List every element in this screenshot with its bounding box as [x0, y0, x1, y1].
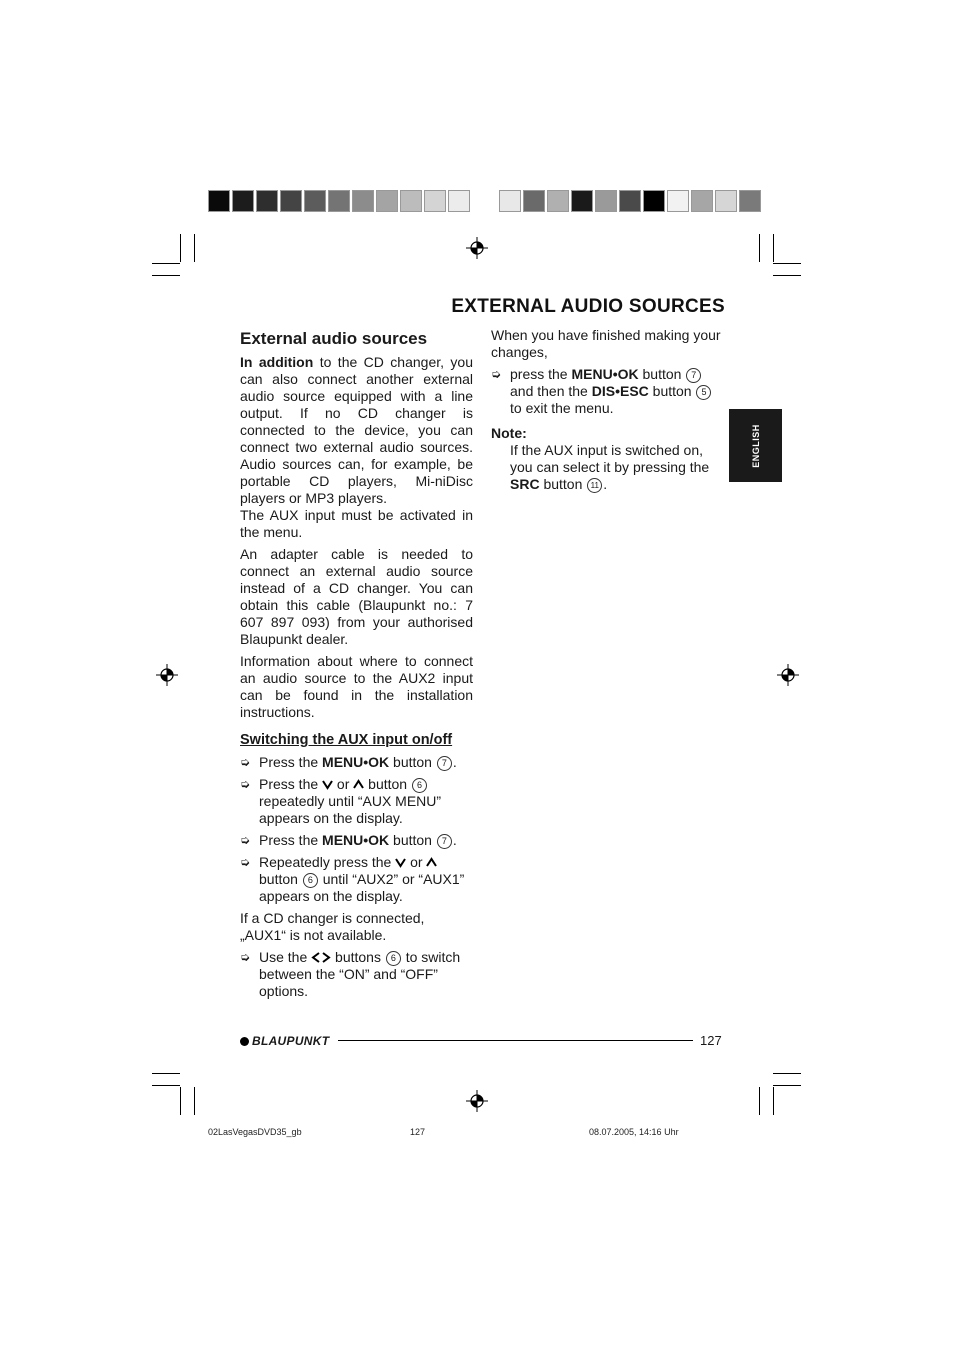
chevron-up-icon: [353, 779, 364, 790]
color-swatch: [643, 190, 665, 212]
crop-mark: [194, 234, 195, 262]
color-swatch: [304, 190, 326, 212]
registration-mark-icon: [466, 237, 488, 259]
chevron-down-icon: [322, 779, 333, 790]
page-number: 127: [700, 1033, 722, 1048]
color-swatch: [424, 190, 446, 212]
crop-mark: [180, 1087, 181, 1115]
button-number-badge: 6: [412, 778, 427, 793]
color-swatch: [256, 190, 278, 212]
intro-text: to the CD changer, you can also connect another external audio source equipped with a line output. If no CD changer is connected to the device, you can connect two external audio sources. Audio sources can, for example, be portable CD players, Mi-niDisc players or MP3 players.: [240, 354, 474, 506]
color-swatch: [328, 190, 350, 212]
arrow-icon: ➭: [240, 950, 251, 964]
color-swatch: [448, 190, 470, 212]
arrow-icon: ➭: [240, 755, 251, 769]
meta-page: 127: [410, 1127, 426, 1137]
crop-mark: [180, 234, 181, 262]
note-text: If the AUX input is switched on, you can select it by pressing the SRC button 11 .: [510, 442, 710, 492]
step-item: ➭ Press the or button 6 repeatedly until “AUX MENU” appears on the display.: [240, 776, 442, 826]
color-swatch: [208, 190, 230, 212]
color-swatch: [376, 190, 398, 212]
crop-mark: [194, 1087, 195, 1115]
color-swatch: [547, 190, 569, 212]
step-item: ➭ Use the buttons 6 to switch between the “ON” and “OFF” options.: [240, 949, 461, 999]
crop-mark: [759, 1087, 760, 1115]
note-label: Note:: [491, 425, 527, 441]
crop-mark: [773, 1073, 801, 1074]
color-swatch: [352, 190, 374, 212]
step-item: ➭ Press the MENU•OK button 7 .: [240, 832, 457, 848]
color-swatch: [232, 190, 254, 212]
crop-mark: [773, 1087, 774, 1115]
info-paragraph: Information about where to connect an audio source to the AUX2 input can be found in the installation instructions.: [240, 653, 473, 720]
finished-paragraph: When you have finished making your changes,: [491, 327, 721, 360]
cd-changer-note: If a CD changer is connected, „AUX1“ is not available.: [240, 910, 425, 943]
color-swatch: [691, 190, 713, 212]
chevron-up-icon: [426, 857, 437, 868]
color-swatch: [523, 190, 545, 212]
aux-activate-text: The AUX input must be activated in the menu.: [240, 507, 473, 540]
button-number-badge: 11: [587, 478, 602, 493]
color-swatch: [595, 190, 617, 212]
section-heading: External audio sources: [240, 329, 428, 348]
arrow-icon: ➭: [240, 855, 251, 869]
color-swatch: [739, 190, 761, 212]
crop-mark: [773, 263, 801, 264]
color-swatch: [400, 190, 422, 212]
button-number-badge: 6: [386, 951, 401, 966]
meta-filename: 02LasVegasDVD35_gb: [208, 1127, 302, 1137]
color-swatch: [280, 190, 302, 212]
arrow-icon: ➭: [491, 367, 502, 381]
subheading: Switching the AUX input on/off: [240, 732, 453, 748]
registration-mark-icon: [156, 664, 178, 686]
brand-name: BLAUPUNKT: [252, 1034, 330, 1048]
logo-dot-icon: [240, 1037, 249, 1046]
crop-mark: [773, 1085, 801, 1086]
button-number-badge: 5: [696, 385, 711, 400]
crop-mark: [152, 1085, 180, 1086]
crop-mark: [152, 1073, 180, 1074]
chevron-left-icon: [311, 952, 321, 963]
language-tab: [729, 409, 782, 482]
right-column: [491, 327, 727, 498]
crop-mark: [152, 263, 180, 264]
arrow-icon: ➭: [240, 833, 251, 847]
button-number-badge: 7: [437, 834, 452, 849]
crop-mark: [152, 275, 180, 276]
step-item: ➭ press the MENU•OK button 7 and then the DIS•ESC button 5 to exit the menu.: [491, 366, 727, 417]
language-tab-label: ENGLISH: [750, 423, 761, 468]
intro-paragraph: [240, 354, 473, 541]
left-column: [240, 327, 473, 1005]
color-swatch: [571, 190, 593, 212]
footer-rule: [338, 1040, 693, 1041]
button-number-badge: 6: [303, 873, 318, 888]
color-strip-left: [208, 190, 472, 212]
color-swatch: [715, 190, 737, 212]
meta-date: 08.07.2005, 14:16 Uhr: [589, 1127, 679, 1137]
button-number-badge: 7: [437, 756, 452, 771]
intro-bold: In addition: [240, 354, 314, 370]
chevron-right-icon: [321, 952, 331, 963]
color-swatch: [667, 190, 689, 212]
crop-mark: [773, 275, 801, 276]
registration-mark-icon: [777, 664, 799, 686]
adapter-paragraph: An adapter cable is needed to connect an external audio source instead of a CD changer. You can obtain this cable (Blaupunkt no.: 7 607 897 093) from your authorised Blaupunkt dealer.: [240, 546, 473, 647]
color-swatch: [619, 190, 641, 212]
chevron-down-icon: [395, 857, 406, 868]
crop-mark: [773, 234, 774, 262]
color-strip-right: [499, 190, 763, 212]
color-swatch: [499, 190, 521, 212]
arrow-icon: ➭: [240, 777, 251, 791]
registration-mark-icon: [466, 1090, 488, 1112]
step-item: ➭ Repeatedly press the or button 6 until “AUX2” or “AUX1” appears on the display.: [240, 854, 465, 904]
crop-mark: [759, 234, 760, 262]
step-item: ➭ Press the MENU•OK button 7 .: [240, 754, 457, 770]
brand-logo: [240, 1034, 329, 1048]
page-title: EXTERNAL AUDIO SOURCES: [451, 296, 725, 317]
button-number-badge: 7: [686, 368, 701, 383]
